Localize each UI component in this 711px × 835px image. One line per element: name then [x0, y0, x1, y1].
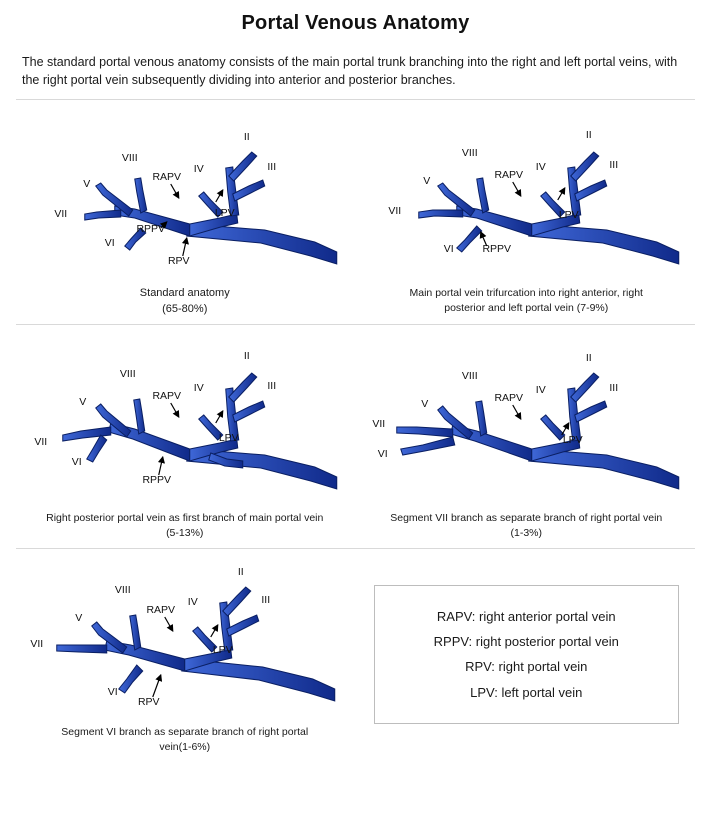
label-seg-ii: II	[585, 129, 592, 142]
label-rppv: RPPV	[136, 223, 166, 236]
label-seg-v: V	[75, 611, 83, 624]
abbreviation-legend	[374, 585, 680, 724]
vein-illustration	[14, 555, 356, 725]
caption-line-2: (1-3%)	[510, 527, 542, 540]
label-seg-vii: VII	[54, 208, 68, 221]
vein-illustration	[14, 331, 356, 511]
label-rapv: RAPV	[146, 603, 176, 616]
divider-row-1	[16, 324, 695, 325]
legend-item-rppv: RPPV: right posterior portal vein	[433, 633, 619, 649]
diagram-page	[0, 12, 711, 835]
divider-top	[16, 99, 695, 100]
label-seg-iii: III	[261, 593, 271, 606]
panel-segment-vii-separate	[356, 331, 698, 541]
intro-paragraph: The standard portal venous anatomy consists of the main portal trunk branching into the right and left portal veins, with the right portal vein subsequently dividing into anterior and posterior branches.	[22, 55, 678, 88]
diagram-segment-vii-separate	[356, 331, 698, 511]
label-rppv: RPPV	[142, 474, 172, 487]
caption-trifurcation	[356, 286, 698, 316]
label-seg-vi: VI	[71, 456, 82, 469]
legend-item-rpv: RPV: right portal vein	[465, 659, 588, 675]
label-seg-vii: VII	[30, 637, 44, 650]
label-seg-vii: VII	[387, 205, 401, 218]
label-seg-iv: IV	[535, 161, 546, 174]
label-rapv: RAPV	[493, 392, 523, 405]
legend-container	[356, 555, 698, 755]
annotation-arrows	[159, 403, 223, 475]
caption-line-2: (65-80%)	[162, 303, 208, 316]
caption-standard-anatomy	[14, 286, 356, 318]
label-seg-ii: II	[243, 131, 250, 144]
caption-line-2: vein(1-6%)	[159, 740, 211, 753]
caption-segment-vi-separate	[14, 725, 356, 755]
label-seg-v: V	[420, 398, 428, 411]
caption-line-1: Right posterior portal vein as first branch of main portal vein	[46, 512, 324, 525]
panel-trifurcation	[356, 106, 698, 318]
diagram-rppv-first-branch	[14, 331, 356, 511]
panel-standard-anatomy	[14, 106, 356, 318]
label-seg-viii: VIII	[119, 368, 136, 381]
vein-illustration	[14, 106, 356, 286]
label-seg-vii: VII	[371, 418, 385, 431]
caption-segment-vii-separate	[356, 511, 698, 541]
label-rppv: RPPV	[481, 243, 511, 256]
label-seg-iii: III	[267, 161, 277, 174]
panel-segment-vi-separate	[14, 555, 356, 755]
diagram-segment-vi-separate	[14, 555, 356, 725]
label-lpv: LPV	[558, 209, 579, 222]
label-rapv: RAPV	[152, 390, 182, 403]
label-seg-iii: III	[608, 159, 618, 172]
label-seg-iii: III	[267, 380, 277, 393]
label-seg-v: V	[422, 175, 430, 188]
label-seg-v: V	[79, 396, 87, 409]
label-seg-vi: VI	[443, 243, 454, 256]
label-rpv: RPV	[167, 255, 190, 268]
caption-line-1: Segment VII branch as separate branch of right portal vein	[390, 512, 663, 525]
diagram-trifurcation	[356, 106, 698, 286]
label-lpv: LPV	[218, 432, 239, 445]
label-seg-iv: IV	[193, 382, 204, 395]
label-seg-viii: VIII	[461, 147, 478, 160]
label-rpv: RPV	[137, 695, 160, 708]
page-title: Portal Venous Anatomy	[241, 12, 470, 34]
diagram-standard-anatomy	[14, 106, 356, 286]
panel-row-3	[14, 555, 697, 755]
label-seg-ii: II	[237, 565, 244, 578]
caption-line-2: (5-13%)	[166, 527, 204, 540]
label-seg-vi: VI	[377, 448, 388, 461]
label-lpv: LPV	[214, 207, 235, 220]
label-lpv: LPV	[562, 434, 583, 447]
caption-line-1: Standard anatomy	[139, 287, 230, 300]
caption-rppv-first-branch	[14, 511, 356, 541]
label-seg-iv: IV	[187, 595, 198, 608]
label-seg-viii: VIII	[114, 583, 131, 596]
label-seg-viii: VIII	[121, 152, 138, 165]
panel-row-2	[14, 331, 697, 541]
caption-line-1: Segment VI branch as separate branch of right portal	[61, 725, 309, 738]
vein-illustration	[356, 331, 698, 511]
caption-line-1: Main portal vein trifurcation into right anterior, right	[409, 287, 643, 300]
label-seg-iv: IV	[193, 163, 204, 176]
label-seg-ii: II	[585, 352, 592, 365]
panel-row-1	[14, 106, 697, 318]
label-seg-iv: IV	[535, 384, 546, 397]
vein-illustration	[356, 106, 698, 286]
label-seg-ii: II	[243, 350, 250, 363]
panel-rppv-first-branch	[14, 331, 356, 541]
label-seg-viii: VIII	[461, 370, 478, 383]
caption-line-2: posterior and left portal vein (7-9%)	[444, 302, 609, 315]
label-seg-vi: VI	[104, 237, 115, 250]
label-lpv: LPV	[212, 643, 233, 656]
legend-item-rapv: RAPV: right anterior portal vein	[436, 608, 616, 624]
label-seg-v: V	[83, 178, 91, 191]
label-rapv: RAPV	[493, 169, 523, 182]
legend-item-lpv: LPV: left portal vein	[470, 684, 583, 700]
label-rapv: RAPV	[152, 171, 182, 184]
label-seg-iii: III	[608, 382, 618, 395]
label-seg-vi: VI	[107, 685, 118, 698]
label-seg-vii: VII	[34, 436, 48, 449]
divider-row-2	[16, 548, 695, 549]
